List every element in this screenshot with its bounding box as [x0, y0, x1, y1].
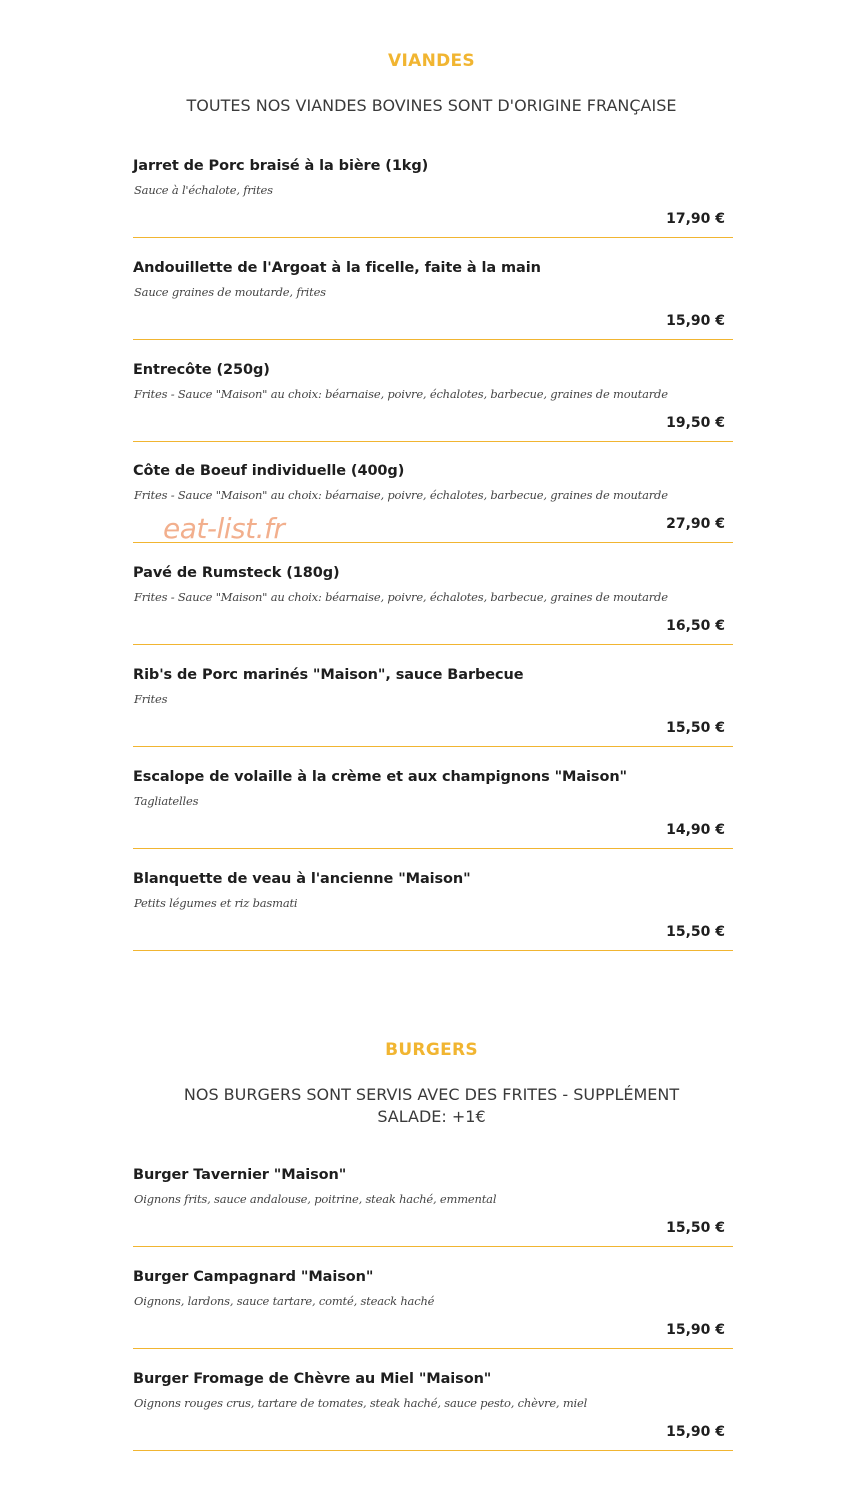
- menu-item-description: Petits légumes et riz basmati: [134, 895, 298, 910]
- section-subtitle-burgers: [140, 1084, 723, 1128]
- menu-item-price: 16,50 €: [666, 618, 725, 635]
- menu-item-description: Frites - Sauce "Maison" au choix: béarnaise, poivre, échalotes, barbecue, graines de moutarde: [134, 386, 668, 401]
- menu-item-name: Andouillette de l'Argoat à la ficelle, faite à la main: [133, 259, 541, 276]
- menu-item-description: Oignons rouges crus, tartare de tomates, steak haché, sauce pesto, chèvre, miel: [134, 1395, 588, 1410]
- menu-item: [133, 871, 733, 951]
- watermark: eat-list.fr: [163, 512, 285, 545]
- menu-item-description: Frites - Sauce "Maison" au choix: béarnaise, poivre, échalotes, barbecue, graines de moutarde: [134, 488, 668, 503]
- menu-item-description: Oignons frits, sauce andalouse, poitrine, steak haché, emmental: [134, 1192, 497, 1206]
- menu-item-name: Burger Campagnard "Maison": [133, 1268, 374, 1285]
- menu-item-price: 19,50 €: [666, 414, 725, 431]
- menu-item-name: Pavé de Rumsteck (180g): [133, 565, 340, 582]
- menu-item-price: 17,90 €: [666, 211, 725, 227]
- menu-item-price: 15,50 €: [666, 720, 725, 736]
- menu-item-price: 27,90 €: [666, 516, 725, 533]
- menu-item: [133, 362, 733, 442]
- section-subtitle-viandes: TOUTES NOS VIANDES BOVINES SONT D'ORIGINE FRANÇAISE: [186, 96, 677, 115]
- menu-item-price: 15,90 €: [666, 1321, 725, 1338]
- section-subtitle-burgers-line2: SALADE: +1€: [377, 1107, 486, 1126]
- menu-item: [133, 260, 733, 340]
- menu-item: [133, 1371, 733, 1451]
- section-subtitle-burgers-line1: NOS BURGERS SONT SERVIS AVEC DES FRITES - SUPPLÉMENT: [183, 1085, 680, 1104]
- section-title-viandes: VIANDES: [388, 51, 475, 71]
- menu-item-name: Burger Tavernier "Maison": [133, 1167, 347, 1183]
- menu-item-price: 15,90 €: [666, 1423, 725, 1440]
- menu-item-name: Rib's de Porc marinés "Maison", sauce Barbecue: [133, 667, 524, 683]
- menu-item: [133, 769, 733, 849]
- menu-item-name: Jarret de Porc braisé à la bière (1kg): [133, 158, 429, 174]
- section-title-burgers: BURGERS: [385, 1040, 478, 1060]
- menu-item-price: 14,90 €: [666, 821, 725, 838]
- menu-item-description: Sauce à l'échalote, frites: [134, 183, 273, 197]
- menu-item: [133, 1269, 733, 1349]
- menu-item-price: 15,50 €: [666, 1220, 725, 1236]
- menu-item: [133, 158, 733, 238]
- menu-item-description: Oignons, lardons, sauce tartare, comté, steack haché: [134, 1293, 435, 1308]
- menu-item-description: Sauce graines de moutarde, frites: [134, 284, 326, 299]
- menu-item-name: Côte de Boeuf individuelle (400g): [133, 463, 405, 480]
- menu-item: [133, 667, 733, 747]
- menu-item-name: Blanquette de veau à l'ancienne "Maison": [133, 870, 471, 887]
- menu-item-price: 15,50 €: [666, 923, 725, 940]
- menu-item-name: Escalope de volaille à la crème et aux champignons "Maison": [133, 768, 627, 785]
- menu-item-description: Frites: [134, 692, 168, 706]
- menu-item: [133, 565, 733, 645]
- menu-item-description: Frites - Sauce "Maison" au choix: béarnaise, poivre, échalotes, barbecue, graines de moutarde: [134, 590, 668, 605]
- menu-item: [133, 1167, 733, 1247]
- menu-item-description: Tagliatelles: [134, 793, 199, 808]
- menu-item-name: Entrecôte (250g): [133, 361, 270, 378]
- menu-item-price: 15,90 €: [666, 312, 725, 329]
- menu-item-name: Burger Fromage de Chèvre au Miel "Maison": [133, 1370, 492, 1387]
